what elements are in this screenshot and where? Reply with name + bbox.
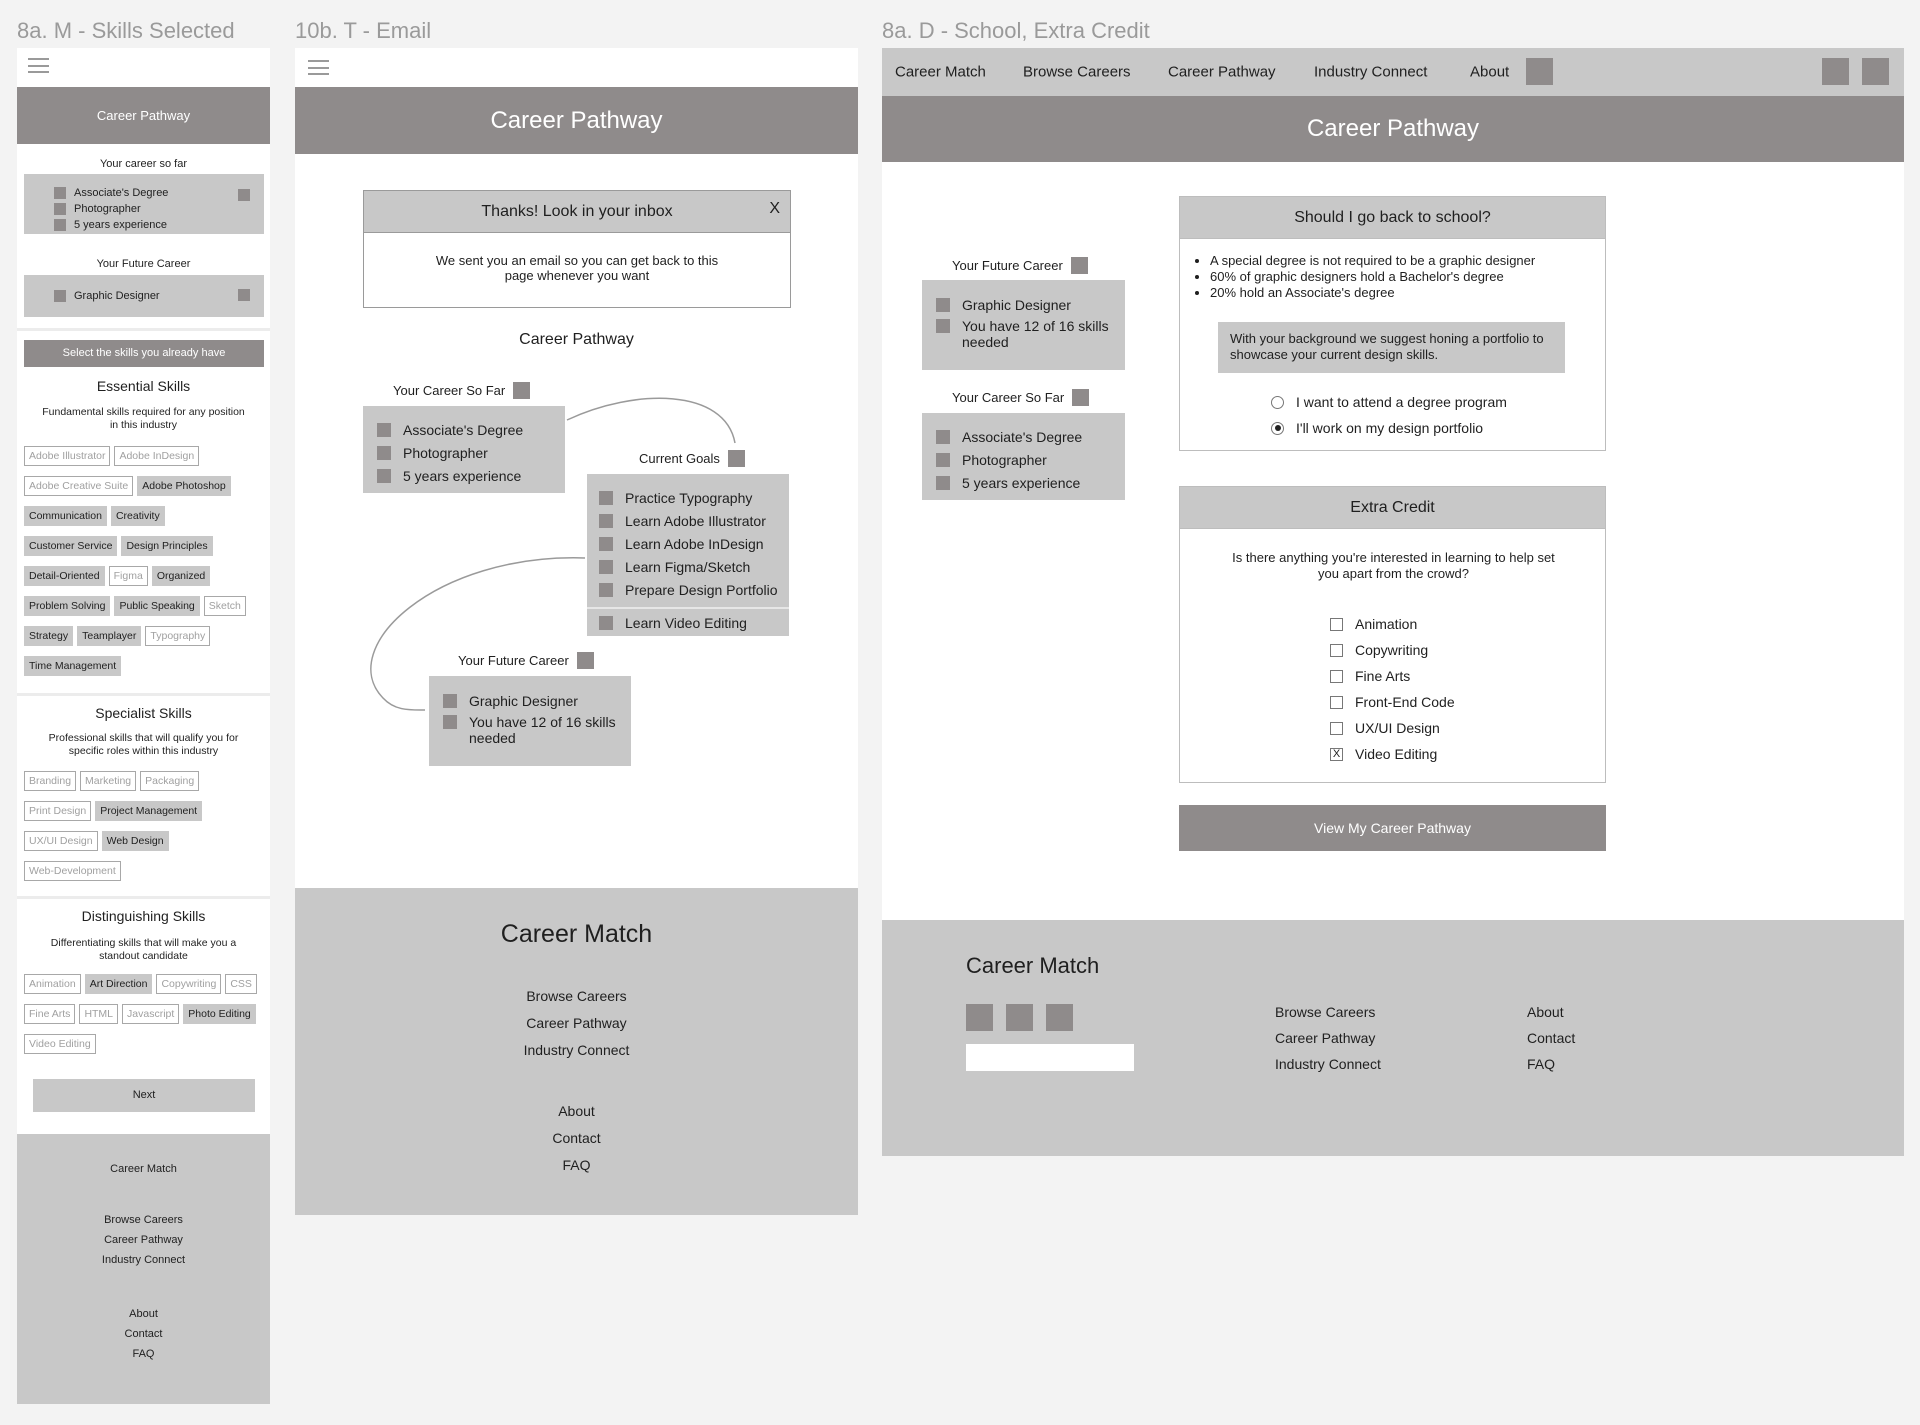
square-icon (599, 583, 613, 597)
skill-chip[interactable]: Design Principles (121, 536, 212, 556)
school-question-card (1179, 196, 1606, 451)
page-title: Career Pathway (295, 87, 858, 154)
square-icon (443, 694, 457, 708)
checkbox-icon[interactable] (1330, 670, 1343, 683)
footer-link[interactable]: Career Pathway (526, 1015, 627, 1031)
list-item: Graphic Designer (54, 288, 264, 304)
top-nav (882, 48, 1904, 96)
radio-selected-icon[interactable] (1271, 422, 1284, 435)
extra-credit-title: Extra Credit (1180, 487, 1605, 529)
modal-body: We sent you an email so you can get back to this page whenever you want (435, 253, 719, 283)
edit-square-icon[interactable] (1072, 389, 1089, 406)
square-icon (54, 219, 66, 231)
settings-icon[interactable] (1862, 58, 1889, 85)
square-icon (377, 469, 391, 483)
footer-link[interactable]: About (1527, 1004, 1564, 1020)
skill-chip[interactable]: Creativity (111, 506, 165, 526)
list-item: 5 years experience (54, 217, 264, 233)
divider (17, 693, 270, 696)
square-icon (599, 537, 613, 551)
specialist-skills-title: Specialist Skills (95, 705, 192, 721)
skill-chip[interactable]: Customer Service (24, 536, 117, 556)
skill-chip[interactable]: Adobe InDesign (114, 446, 199, 466)
footer-brand[interactable]: Career Match (966, 953, 1100, 978)
square-icon (936, 319, 950, 333)
desktop-footer (882, 920, 1904, 1156)
square-icon (377, 446, 391, 460)
footer-link[interactable]: Industry Connect (523, 1042, 630, 1058)
footer-link[interactable]: Contact (1527, 1030, 1576, 1046)
list-item: • A special degree is not required to be a graphic designer (1210, 253, 1600, 269)
distinguishing-skills-desc: Differentiating skills that will make you a standout candidate (50, 937, 237, 962)
skill-chip[interactable]: Packaging (140, 771, 199, 791)
square-icon (54, 203, 66, 215)
skill-chip[interactable]: Adobe Creative Suite (24, 476, 133, 496)
career-so-far-heading: Your Career So Far (952, 389, 1089, 406)
view-career-pathway-button[interactable]: View My Career Pathway (1179, 805, 1606, 851)
page-title: Career Pathway (17, 87, 270, 144)
divider (17, 896, 270, 899)
footer-link[interactable]: FAQ (132, 1348, 155, 1360)
skill-chip[interactable]: Typography (145, 626, 210, 646)
account-icon[interactable] (1822, 58, 1849, 85)
checkbox-ux-ui-design[interactable]: UX/UI Design (1330, 720, 1440, 736)
select-skills-banner: Select the skills you already have (24, 340, 264, 367)
specialist-skills-chips (24, 771, 264, 891)
edit-square-icon[interactable] (728, 450, 745, 467)
career-so-far-card (922, 413, 1125, 500)
square-icon (599, 560, 613, 574)
skill-chip[interactable]: Teamplayer (77, 626, 141, 646)
career-so-far-card (24, 174, 264, 234)
divider (17, 328, 270, 331)
social-icon[interactable] (1046, 1004, 1073, 1031)
footer-link[interactable]: Contact (124, 1328, 163, 1340)
square-icon (54, 290, 66, 302)
career-so-far-heading: Your career so far (99, 158, 188, 170)
footer-link[interactable]: FAQ (562, 1157, 591, 1173)
specialist-skills-desc: Professional skills that will qualify you for specific roles within this industry (48, 732, 239, 757)
future-career-card (922, 280, 1125, 370)
checkbox-icon[interactable] (1330, 644, 1343, 657)
essential-skills-desc: Fundamental skills required for any position in this industry (42, 406, 245, 431)
frame-label-tablet: 10b. T - Email (295, 18, 432, 43)
social-icon[interactable] (966, 1004, 993, 1031)
list-item: Graphic Designer (936, 293, 1125, 316)
skill-chip[interactable]: Print Design (24, 801, 91, 821)
future-career-heading: Your Future Career (458, 652, 594, 669)
distinguishing-skills-chips (24, 974, 264, 1064)
future-career-heading: Your Future Career (96, 258, 191, 270)
close-icon[interactable]: X (769, 200, 780, 217)
skill-chip[interactable]: Figma (109, 566, 148, 586)
school-facts-list (1210, 253, 1600, 301)
footer-brand[interactable]: Career Match (500, 920, 653, 948)
next-button[interactable]: Next (33, 1079, 255, 1112)
desktop-frame (882, 48, 1904, 1156)
skill-chip[interactable]: Communication (24, 506, 107, 526)
newsletter-input[interactable] (966, 1044, 1134, 1071)
frame-label-mobile: 8a. M - Skills Selected (17, 18, 235, 43)
skill-chip[interactable]: Branding (24, 771, 76, 791)
list-item: Learn Video Editing (599, 611, 747, 634)
skill-chip[interactable]: Strategy (24, 626, 73, 646)
checkbox-checked-icon[interactable]: X (1330, 748, 1343, 761)
frame-label-desktop: 8a. D - School, Extra Credit (882, 18, 1150, 43)
section-title: Career Pathway (519, 331, 634, 348)
page-title: Career Pathway (882, 96, 1904, 162)
hamburger-menu-icon[interactable] (28, 58, 49, 73)
footer-link[interactable]: About (129, 1308, 158, 1320)
essential-skills-chips (24, 446, 264, 686)
school-question-title: Should I go back to school? (1180, 197, 1605, 239)
future-career-card (24, 275, 264, 317)
checkbox-icon[interactable] (1330, 696, 1343, 709)
edit-square-icon[interactable] (238, 189, 250, 201)
skill-chip[interactable]: Organized (152, 566, 210, 586)
checkbox-front-end-code[interactable]: Front-End Code (1330, 694, 1455, 710)
footer-link[interactable]: Browse Careers (1275, 1004, 1376, 1020)
radio-design-portfolio[interactable]: I'll work on my design portfolio (1271, 420, 1483, 436)
checkbox-icon[interactable] (1330, 722, 1343, 735)
suggestion-callout: With your background we suggest honing a portfolio to showcase your current design skills. (1218, 322, 1565, 373)
skill-chip[interactable]: Adobe Illustrator (24, 446, 110, 466)
footer-brand[interactable]: Career Match (110, 1163, 177, 1175)
list-item: Prepare Design Portfolio (599, 578, 789, 601)
footer-link[interactable]: Career Pathway (1275, 1030, 1376, 1046)
footer-link[interactable]: FAQ (1527, 1056, 1556, 1072)
skill-chip[interactable]: Web Design (102, 831, 169, 851)
list-item: Associate's Degree (936, 425, 1125, 448)
list-item: Photographer (936, 448, 1125, 471)
skill-chip[interactable]: Project Management (95, 801, 202, 821)
edit-square-icon[interactable] (513, 382, 530, 399)
edit-square-icon[interactable] (1071, 257, 1088, 274)
nav-industry-connect[interactable]: Industry Connect (1314, 63, 1428, 81)
skill-chip[interactable]: Photo Editing (183, 1004, 255, 1024)
nav-career-pathway[interactable]: Career Pathway (1168, 63, 1276, 81)
list-item: Learn Adobe InDesign (599, 532, 789, 555)
list-item: • 60% of graphic designers hold a Bachelor's degree (1210, 269, 1600, 285)
square-icon (936, 453, 950, 467)
skill-chip[interactable]: CSS (225, 974, 257, 994)
skill-chip[interactable]: Web-Development (24, 861, 121, 881)
skill-chip[interactable]: Marketing (80, 771, 136, 791)
checkbox-copywriting[interactable]: Copywriting (1330, 642, 1428, 658)
skill-chip[interactable]: Fine Arts (24, 1004, 75, 1024)
square-icon (936, 476, 950, 490)
extra-credit-question: Is there anything you're interested in learning to help set you apart from the crowd? (1232, 550, 1555, 581)
square-icon (599, 616, 613, 630)
nav-career-match[interactable]: Career Match (895, 63, 986, 81)
mobile-frame (17, 48, 270, 1404)
radio-icon[interactable] (1271, 396, 1284, 409)
social-icon[interactable] (1006, 1004, 1033, 1031)
square-icon (377, 423, 391, 437)
footer-link[interactable]: Browse Careers (526, 988, 627, 1004)
square-icon (54, 187, 66, 199)
square-icon (443, 715, 457, 729)
edit-square-icon[interactable] (238, 289, 250, 301)
footer-link[interactable]: Industry Connect (101, 1254, 186, 1266)
list-item: You have 12 of 16 skills needed (936, 318, 1125, 350)
list-item: You have 12 of 16 skills needed (443, 714, 631, 746)
nav-about[interactable]: About (1470, 63, 1510, 81)
career-so-far-card (363, 406, 565, 493)
modal-title: Thanks! Look in your inbox (364, 191, 790, 233)
list-item: 5 years experience (936, 471, 1125, 494)
skill-chip[interactable]: Javascript (122, 1004, 179, 1024)
checkbox-video-editing[interactable]: X Video Editing (1330, 746, 1437, 762)
list-item: Photographer (377, 441, 565, 464)
skill-chip[interactable]: Art Direction (85, 974, 153, 994)
list-item: Photographer (54, 201, 264, 217)
future-career-card (429, 676, 631, 766)
search-icon[interactable] (1526, 58, 1553, 85)
skill-chip[interactable]: Problem Solving (24, 596, 110, 616)
current-goals-heading: Current Goals (639, 450, 745, 467)
skill-chip[interactable]: HTML (79, 1004, 118, 1024)
list-item: Practice Typography (599, 486, 789, 509)
checkbox-fine-arts[interactable]: Fine Arts (1330, 668, 1410, 684)
extra-credit-card (1179, 486, 1606, 783)
list-item: Graphic Designer (443, 689, 631, 712)
essential-skills-title: Essential Skills (96, 378, 191, 394)
footer-link[interactable]: About (558, 1103, 595, 1119)
footer-link[interactable]: Career Pathway (104, 1234, 183, 1246)
skill-chip[interactable]: Adobe Photoshop (137, 476, 231, 496)
distinguishing-skills-title: Distinguishing Skills (81, 908, 206, 924)
list-item: Associate's Degree (54, 185, 264, 201)
skill-chip[interactable]: Copywriting (156, 974, 221, 994)
checkbox-animation[interactable]: Animation (1330, 616, 1417, 632)
tablet-footer (295, 888, 858, 1215)
skill-chip[interactable]: Video Editing (24, 1034, 96, 1054)
skill-chip[interactable]: Animation (24, 974, 81, 994)
career-so-far-heading: Your Career So Far (393, 382, 530, 399)
square-icon (599, 491, 613, 505)
divider (587, 607, 789, 609)
list-item: • 20% hold an Associate's degree (1210, 285, 1600, 301)
mobile-footer (17, 1134, 270, 1404)
list-item: Learn Figma/Sketch (599, 555, 789, 578)
skill-chip[interactable]: Sketch (204, 596, 246, 616)
footer-link[interactable]: Contact (552, 1130, 601, 1146)
list-item: Learn Adobe Illustrator (599, 509, 789, 532)
checkbox-icon[interactable] (1330, 618, 1343, 631)
square-icon (936, 298, 950, 312)
list-item: Associate's Degree (377, 418, 565, 441)
future-career-heading: Your Future Career (952, 257, 1088, 274)
radio-degree-program[interactable]: I want to attend a degree program (1271, 394, 1507, 410)
footer-link[interactable]: Browse Careers (104, 1214, 183, 1226)
nav-browse-careers[interactable]: Browse Careers (1023, 63, 1131, 81)
edit-square-icon[interactable] (577, 652, 594, 669)
skill-chip[interactable]: Public Speaking (114, 596, 199, 616)
square-icon (599, 514, 613, 528)
list-item: 5 years experience (377, 464, 565, 487)
tablet-frame (295, 48, 858, 1215)
skill-chip[interactable]: UX/UI Design (24, 831, 98, 851)
skill-chip[interactable]: Detail-Oriented (24, 566, 105, 586)
current-goals-card (587, 474, 789, 636)
skill-chip[interactable]: Time Management (24, 656, 121, 676)
square-icon (936, 430, 950, 444)
footer-link[interactable]: Industry Connect (1275, 1056, 1381, 1072)
